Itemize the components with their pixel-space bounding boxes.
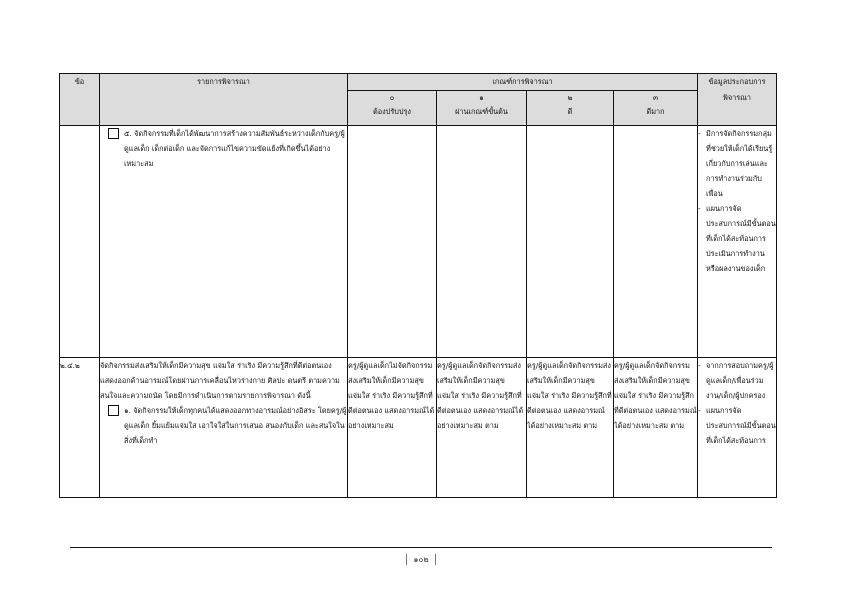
info-text: แผนการจัดประสบการณ์มีขั้นตอนที่เด็กได้สะท้อนการ [706, 406, 776, 445]
table-row [60, 126, 777, 358]
criteria-level-3: ครู/ผู้ดูแลเด็กจัดกิจกรรมส่งเสริมให้เด็กมีความสุข แจ่มใส ร่าเริง มีความรู้สึกที่ดีต่อตนเอง แสดงอารมณ์ได้อย่างเหมาะสม ตาม [614, 358, 698, 498]
level-number: ๒ [567, 93, 573, 102]
header-items: รายการพิจารณา [100, 74, 348, 126]
item-intro: จัดกิจกรรมส่งเสริมให้เด็กมีความสุข แจ่มใส ร่าเริง มีความรู้สึกที่ดีต่อตนเอง แสดงออกด้านอารมณ์โดยผ่านการเคลื่อนไหวร่างกาย ศิลปะ ดนตรี ตามความสนใจและความถนัด โดยมีการดำเนินการตามรายการพิจารณา ดังนี้ [100, 361, 340, 400]
row-info [698, 358, 777, 498]
header-info-label: ข้อมูลประกอบการพิจารณา [708, 77, 766, 102]
header-level-1 [437, 91, 527, 126]
level-number: ๐ [389, 93, 395, 102]
criteria-level-2: ครู/ผู้ดูแลเด็กจัดกิจกรรมส่งเสริมให้เด็กมีความสุข แจ่มใส ร่าเริง มีความรู้สึกที่ดีต่อตนเอง แสดงอารมณ์ได้อย่างเหมาะสม ตาม [527, 358, 614, 498]
level-number: ๑ [479, 93, 484, 102]
criteria-level-2 [527, 126, 614, 358]
info-bullet: - มีการจัดกิจกรรมกลุ่มที่ช่วยให้เด็กได้เรียนรู้เกี่ยวกับการเล่นและการทำงานร่วมกับเพื่อน [698, 126, 776, 201]
checkbox[interactable] [108, 128, 119, 139]
level-label: ดี [567, 107, 573, 116]
criteria-level-0: ครู/ผู้ดูแลเด็กไม่จัดกิจกรรมส่งเสริมให้เด็กมีความสุข แจ่มใส ร่าเริง มีความรู้สึกที่ดีต่อตนเอง แสดงอารมณ์ได้อย่างเหมาะสม [348, 358, 437, 498]
criteria-level-1: ครู/ผู้ดูแลเด็กจัดกิจกรรมส่งเสริมให้เด็กมีความสุข แจ่มใส ร่าเริง มีความรู้สึกที่ดีต่อตนเอง แสดงอารมณ์ได้อย่างเหมาะสม ตาม [437, 358, 527, 498]
page-number-text: ๑๐๒ [413, 555, 429, 564]
table-row [60, 358, 777, 498]
level-number: ๓ [653, 93, 659, 102]
checkbox[interactable] [108, 405, 119, 416]
info-bullet: - แผนการจัดประสบการณ์มีขั้นตอนที่เด็กได้สะท้อนการ [698, 403, 776, 448]
checklist-item [100, 126, 347, 171]
criteria-level-1 [437, 126, 527, 358]
header-level-0 [348, 91, 437, 126]
header-level-2 [527, 91, 614, 126]
evaluation-table [59, 73, 777, 498]
info-bullet: - จากการสอบถามครู/ผู้ดูแลเด็ก/เพื่อนร่วมงาน/เด็ก/ผู้ปกครอง [698, 358, 776, 403]
info-bullet: - แผนการจัดประสบการณ์มีขั้นตอนที่เด็กได้สะท้อนการประเมินการทำงาน หรือผลงานของเด็ก [698, 201, 776, 276]
footer-rule [70, 547, 772, 548]
header-criteria: เกณฑ์การพิจารณา [348, 74, 698, 91]
row-info [698, 126, 777, 358]
checklist-item-text: ๑. จัดกิจกรรมให้เด็กทุกคนได้แสดงออกทางอารมณ์อย่างอิสระ โดยครู/ผู้ดูแลเด็ก ยิ้มแย้มแจ่มใส เอาใจใส่ในการเสนอ สนองกับเด็ก และสนใจในสิ่งที่เด็กทำ [124, 406, 347, 445]
level-label: ต้องปรับปรุง [373, 107, 411, 116]
page-number [0, 553, 842, 566]
row-number [60, 126, 100, 358]
checklist-item [100, 403, 347, 448]
divider [406, 554, 407, 565]
header-info [698, 74, 777, 126]
row-item [100, 126, 348, 358]
divider [435, 554, 436, 565]
criteria-level-3 [614, 126, 698, 358]
row-item [100, 358, 348, 498]
checklist-item-text: ๕. จัดกิจกรรมที่เด็กได้พัฒนาการสร้างความสัมพันธ์ระหว่างเด็กกับครู/ผู้ดูแลเด็ก เด็กต่อเด็ก และจัดการแก้ไขความขัดแย้งที่เกิดขึ้นได้อย่างเหมาะสม [124, 129, 345, 168]
level-label: ดีมาก [646, 107, 665, 116]
header-level-3 [614, 91, 698, 126]
criteria-level-0 [348, 126, 437, 358]
info-text: มีการจัดกิจกรรมกลุ่มที่ช่วยให้เด็กได้เรียนรู้เกี่ยวกับการเล่นและการทำงานร่วมกับเพื่อน [706, 129, 773, 198]
header-no: ข้อ [60, 74, 100, 126]
info-text: จากการสอบถามครู/ผู้ดูแลเด็ก/เพื่อนร่วมงาน/เด็ก/ผู้ปกครอง [706, 361, 774, 400]
level-label: ผ่านเกณฑ์ขั้นต้น [455, 107, 508, 116]
row-number: ๒.๔.๒ [60, 358, 100, 498]
info-text: แผนการจัดประสบการณ์มีขั้นตอนที่เด็กได้สะท้อนการประเมินการทำงาน หรือผลงานของเด็ก [706, 204, 776, 273]
